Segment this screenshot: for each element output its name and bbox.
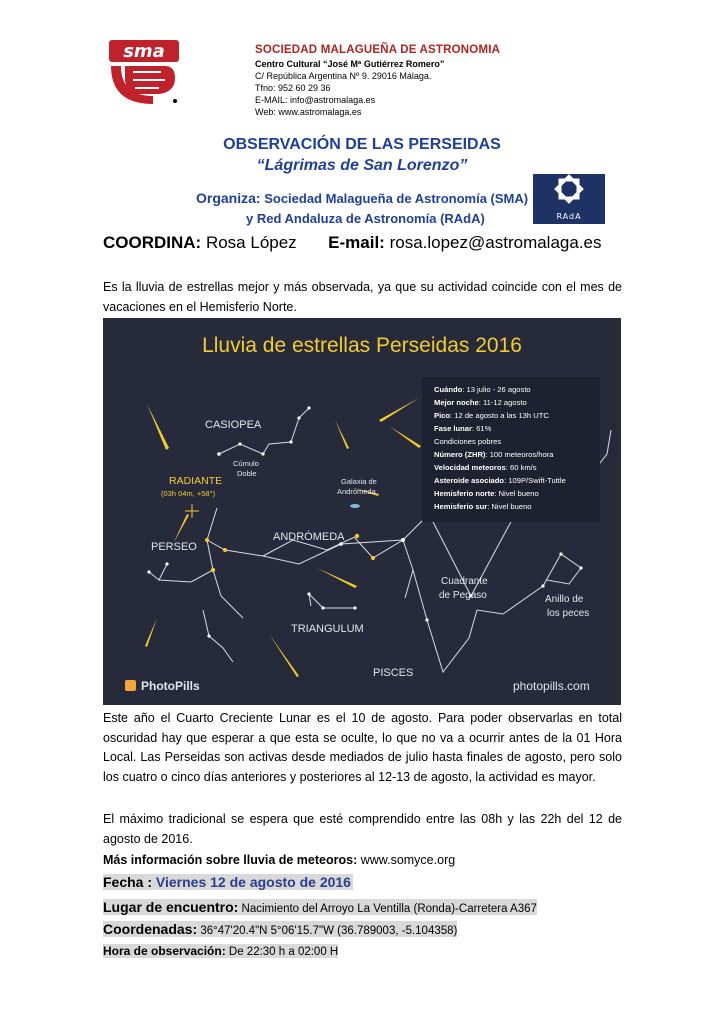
- poster-title: Lluvia de estrellas Perseidas 2016: [202, 334, 522, 357]
- label-casiopea: CASIOPEA: [205, 419, 262, 431]
- info-value: : 100 meteoros/hora: [485, 450, 554, 459]
- meteor: [147, 404, 169, 450]
- label-cumulo1: Cúmulo: [233, 459, 259, 468]
- meteor: [389, 426, 421, 448]
- info-value: : Nivel bueno: [494, 489, 539, 498]
- photopills-icon: [125, 680, 136, 691]
- label-galaxia2: Andrómeda: [337, 487, 376, 496]
- org-email: E-MAIL: info@astromalaga.es: [255, 95, 376, 105]
- org-address: C/ República Argentina Nº 9. 29016 Málaga.: [255, 71, 432, 81]
- more-info-line: [103, 851, 622, 871]
- meteor: [269, 634, 299, 677]
- info-line: [434, 424, 491, 435]
- body-paragraph-1: Este año el Cuarto Creciente Lunar es el 10 de agosto. Para poder observarlas en total oscuridad hay que esperar a que esta se oculte, lo que no va a ocurrir antes de la 01 Hora Local. Las Perseidas son activas desde mediados de julio hasta finales de agosto, pero solo los cuatro o cinco días anteriores y posteriores al 12-13 de agosto, la actividad es mayor.: [103, 711, 622, 784]
- info-key: Fase lunar: [434, 424, 472, 433]
- more-info-link[interactable]: www.somyce.org: [357, 853, 456, 867]
- organiza-label: Organiza:: [196, 190, 261, 206]
- hora-row: [103, 944, 338, 958]
- info-line: [434, 411, 549, 422]
- meteor: [317, 568, 357, 588]
- label-peces2: los peces: [547, 608, 590, 619]
- info-line: [434, 398, 527, 409]
- meteor: [379, 398, 419, 422]
- andromeda-galaxy: [350, 504, 360, 508]
- info-line: [434, 450, 553, 461]
- label-radiante-coords: (03h 04m, +58°): [161, 489, 216, 498]
- fecha-row: [103, 874, 353, 890]
- org-phone: Tfno: 952 60 29 36: [255, 83, 331, 93]
- meteor: [173, 514, 189, 544]
- email-link[interactable]: rosa.lopez@astromalaga.es: [389, 233, 602, 252]
- rada-logo-text: RAdA: [556, 212, 582, 221]
- info-value: : 12 de agosto a las 13h UTC: [450, 411, 549, 420]
- label-radiante: RADIANTE: [169, 475, 223, 487]
- fecha-value: Viernes 12 de agosto de 2016: [155, 874, 351, 890]
- info-line: [434, 385, 531, 396]
- info-value: : 11-12 agosto: [478, 398, 527, 407]
- label-peces1: Anillo de: [545, 594, 584, 605]
- hora-value: De 22:30 h a 02:00 H: [225, 946, 339, 958]
- page-title: OBSERVACIÓN DE LAS PERSEIDAS: [223, 136, 501, 153]
- coordina-line: [103, 233, 602, 253]
- info-line: [434, 463, 537, 474]
- page-subtitle: “Lágrimas de San Lorenzo”: [256, 157, 468, 174]
- fecha-label: Fecha :: [103, 874, 156, 890]
- sma-logo: [105, 38, 183, 108]
- info-value: : Nivel bueno: [487, 502, 532, 511]
- hora-label: Hora de observación:: [103, 944, 226, 958]
- info-key: Velocidad meteoros: [434, 463, 506, 472]
- info-key: Asteroide asociado: [434, 476, 505, 485]
- coordina-name: Rosa López: [205, 233, 297, 252]
- info-value: Condiciones pobres: [434, 437, 502, 446]
- organiza-line1: [196, 190, 528, 206]
- label-pegaso1: Cuadrante: [441, 576, 488, 587]
- organiza-line2: y Red Andaluza de Astronomía (RAdA): [246, 211, 485, 226]
- more-info-label: Más información sobre lluvia de meteoros:: [103, 853, 358, 867]
- poster-brand: PhotoPills: [141, 679, 200, 693]
- label-pisces: PISCES: [373, 667, 414, 679]
- info-line: [434, 502, 532, 513]
- label-perseo: PERSEO: [151, 541, 197, 553]
- info-key: Número (ZHR): [434, 450, 486, 459]
- label-andromeda: ANDRÓMEDA: [273, 531, 345, 543]
- info-key: Pico: [434, 411, 451, 420]
- org-name: SOCIEDAD MALAGUEÑA DE ASTRONOMIA: [255, 44, 501, 56]
- info-key: Hemisferio norte: [434, 489, 495, 498]
- meteor: [335, 420, 349, 449]
- label-galaxia1: Galaxia de: [341, 477, 377, 486]
- info-key: Mejor noche: [434, 398, 479, 407]
- sma-logo-text: sma: [123, 41, 165, 62]
- info-line: [434, 489, 539, 500]
- info-value: : 13 julio - 26 agosto: [462, 385, 531, 394]
- lugar-value: Nacimiento del Arroyo La Ventilla (Ronda)-Carretera A367: [238, 903, 537, 915]
- info-line: [434, 476, 566, 487]
- info-value: : 61%: [471, 424, 492, 433]
- poster-site: photopills.com: [513, 679, 590, 693]
- email-label: E-mail:: [328, 233, 385, 252]
- label-pegaso2: de Pegaso: [439, 590, 487, 601]
- organiza-org1: Sociedad Malagueña de Astronomía (SMA): [264, 191, 529, 206]
- rada-logo: [533, 174, 605, 224]
- lugar-label: Lugar de encuentro:: [103, 899, 239, 915]
- info-value: : 60 km/s: [505, 463, 537, 472]
- poster-info-box: [422, 377, 600, 522]
- info-value: : 109P/Swift-Tuttle: [504, 476, 566, 485]
- info-key: Cuándo: [434, 385, 463, 394]
- org-center: Centro Cultural “José Mª Gutiérrez Romero”: [255, 59, 445, 69]
- intro-paragraph: Es la lluvia de estrellas mejor y más observada, ya que su actividad coincide con el mes de vacaciones en el Hemisferio Norte.: [103, 280, 622, 314]
- coordenadas-label: Coordenadas:: [103, 921, 198, 937]
- coordina-label: COORDINA:: [103, 233, 202, 252]
- info-key: Hemisferio sur: [434, 502, 488, 511]
- lugar-row: [103, 899, 537, 915]
- coordenadas-value: 36°47'20.4"N 5°06'15.7"W (36.789003, -5.104358): [197, 925, 458, 937]
- meteor: [145, 618, 157, 647]
- coordenadas-row: [103, 921, 457, 937]
- body-paragraph-2: El máximo tradicional se espera que esté comprendido entre las 08h y las 22h del 12 de agosto de 2016.: [103, 812, 622, 846]
- label-cumulo2: Doble: [237, 469, 257, 478]
- org-web: Web: www.astromalaga.es: [255, 107, 362, 117]
- info-line: [434, 437, 501, 448]
- label-triangulum: TRIANGULUM: [291, 623, 364, 635]
